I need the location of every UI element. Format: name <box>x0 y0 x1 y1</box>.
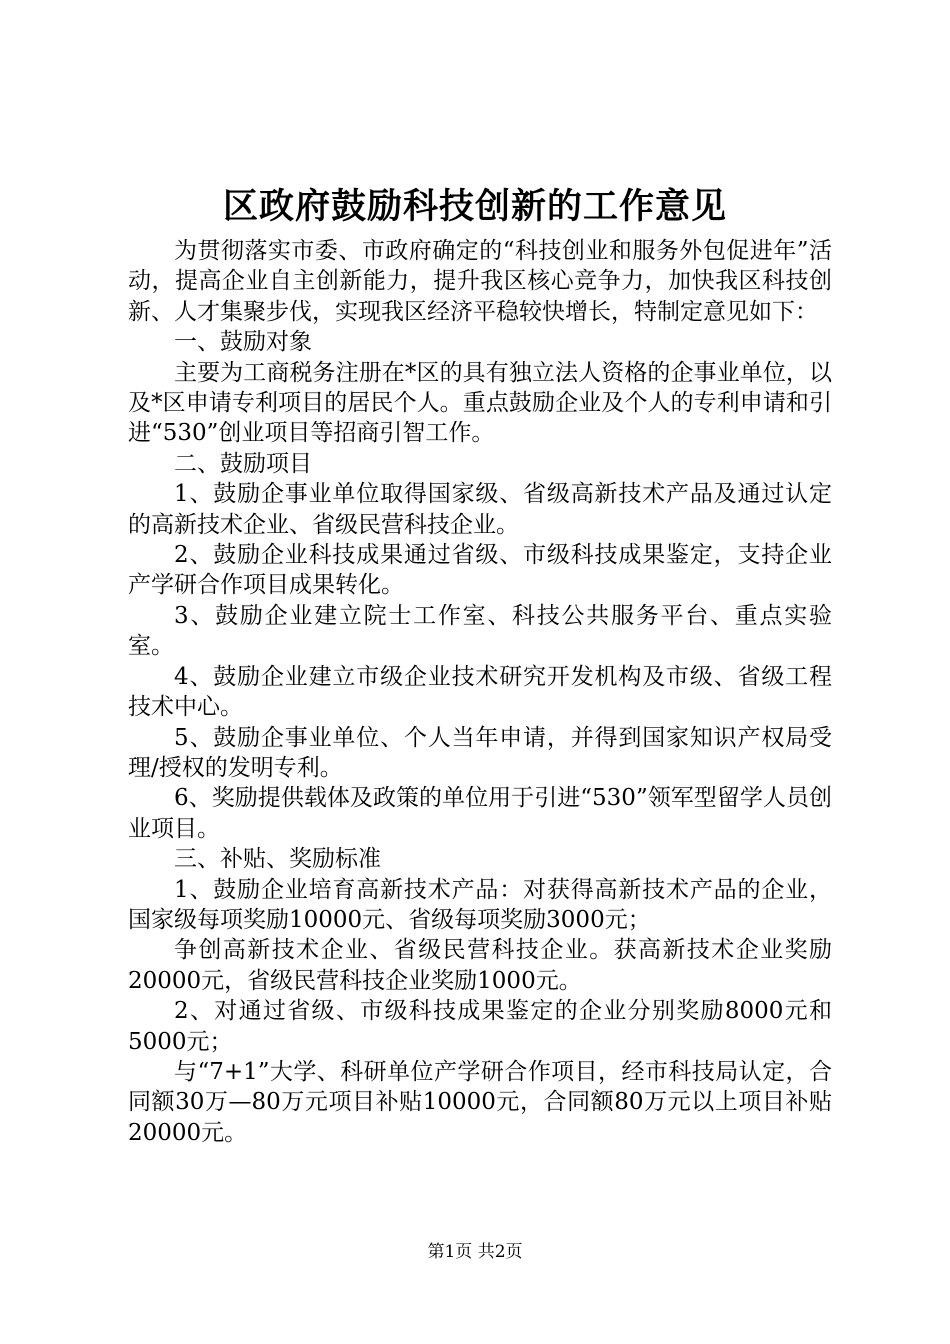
standard-item-1-continued: 争创高新技术企业、省级民营科技企业。获高新技术企业奖励20000元，省级民营科技企业奖励1000元。 <box>128 937 832 994</box>
project-item-6: 6、奖励提供载体及政策的单位用于引进“530”领军型留学人员创业项目。 <box>128 785 832 842</box>
page-footer: 第1页 共2页 <box>427 1242 523 1262</box>
project-item-2: 2、鼓励企业科技成果通过省级、市级科技成果鉴定，支持企业产学研合作项目成果转化。 <box>128 542 832 599</box>
document-title: 区政府鼓励科技创新的工作意见 <box>222 186 727 227</box>
targets-paragraph: 主要为工商税务注册在*区的具有独立法人资格的企事业单位，以及*区申请专利项目的居民个人。重点鼓励企业及个人的专利申请和引进“530”创业项目等招商引智工作。 <box>128 359 832 447</box>
section-heading-projects: 二、鼓励项目 <box>174 450 312 477</box>
project-item-1: 1、鼓励企事业单位取得国家级、省级高新技术产品及通过认定的高新技术企业、省级民营科技企业。 <box>128 481 832 538</box>
project-item-3: 3、鼓励企业建立院士工作室、科技公共服务平台、重点实验室。 <box>128 602 832 660</box>
project-item-4: 4、鼓励企业建立市级企业技术研究开发机构及市级、省级工程技术中心。 <box>128 663 832 721</box>
section-heading-targets: 一、鼓励对象 <box>174 329 312 356</box>
project-item-5: 5、鼓励企事业单位、个人当年申请，并得到国家知识产权局受理/授权的发明专利。 <box>128 724 832 781</box>
section-heading-standards: 三、补贴、奖励标准 <box>174 846 381 873</box>
standard-item-2: 2、对通过省级、市级科技成果鉴定的企业分别奖励8000元和5000元； <box>128 998 832 1055</box>
standard-item-1: 1、鼓励企业培育高新技术产品：对获得高新技术产品的企业，国家级每项奖励10000元、省级每项奖励3000元； <box>128 876 832 933</box>
document-body <box>128 236 832 1148</box>
standard-item-2-continued: 与“7+1”大学、科研单位产学研合作项目，经市科技局认定，合同额30万—80万元项目补贴10000元，合同额80万元以上项目补贴20000元。 <box>128 1058 832 1146</box>
intro-paragraph: 为贯彻落实市委、市政府确定的“科技创业和服务外包促进年”活动，提高企业自主创新能力，提升我区核心竞争力，加快我区科技创新、人才集聚步伐，实现我区经济平稳较快增长，特制定意见如下： <box>128 238 832 325</box>
